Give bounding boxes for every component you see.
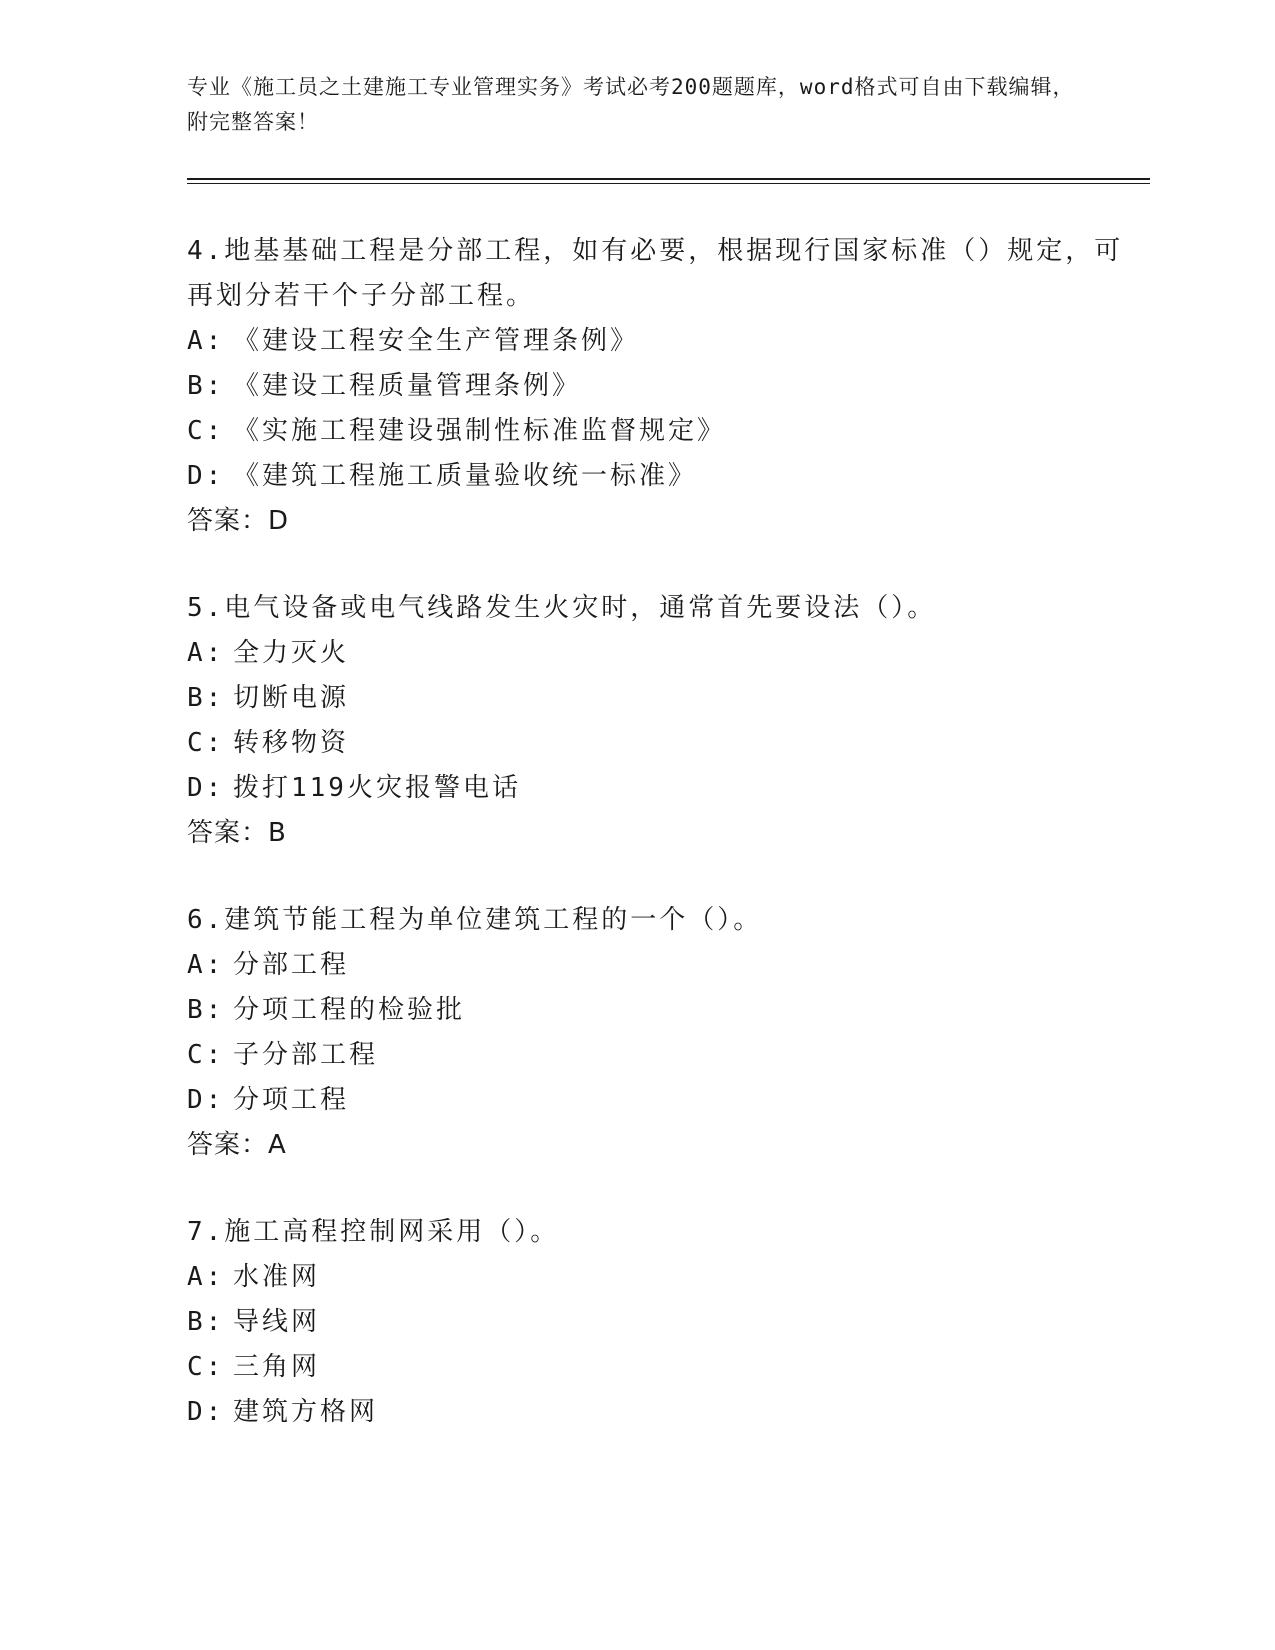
option-letter: D:	[187, 461, 225, 491]
answer-line: 答案：B	[187, 818, 287, 848]
question-stem: 4.地基基础工程是分部工程，如有必要，根据现行国家标准（）规定，可再划分若干个子分部工程。	[187, 236, 1124, 311]
question-stem: 5.电气设备或电气线路发生火灾时，通常首先要设法（）。	[187, 593, 937, 623]
option-letter: C:	[187, 416, 225, 446]
option-c	[187, 409, 1147, 454]
answer-line: 答案：A	[187, 1130, 287, 1160]
option-letter: D:	[187, 1397, 225, 1427]
option-d	[187, 454, 1147, 499]
option-text: 子分部工程	[233, 1040, 379, 1070]
option-a	[187, 1255, 1147, 1300]
option-d	[187, 766, 1147, 811]
header-note: 专业《施工员之土建施工专业管理实务》考试必考200题题库，word格式可自由下载编辑，附完整答案！	[187, 75, 1075, 134]
option-text: 切断电源	[233, 683, 350, 713]
option-b	[187, 988, 1147, 1033]
question-stem: 6.建筑节能工程为单位建筑工程的一个（）。	[187, 905, 763, 935]
option-letter: C:	[187, 1352, 225, 1382]
option-list	[187, 1255, 1147, 1435]
option-letter: C:	[187, 1040, 225, 1070]
option-c	[187, 1033, 1147, 1078]
option-text: 转移物资	[233, 728, 350, 758]
option-text: 全力灭火	[233, 638, 350, 668]
question-4	[187, 229, 1147, 544]
option-text: 三角网	[233, 1352, 321, 1382]
option-d	[187, 1390, 1147, 1435]
option-text: 水准网	[233, 1262, 321, 1292]
answer-line: 答案：D	[187, 506, 290, 536]
option-letter: A:	[187, 1262, 225, 1292]
option-letter: A:	[187, 950, 225, 980]
option-letter: A:	[187, 326, 225, 356]
header-divider	[187, 178, 1150, 184]
option-text: 分项工程	[233, 1085, 350, 1115]
option-list	[187, 943, 1147, 1123]
option-letter: C:	[187, 728, 225, 758]
option-text: 《建筑工程施工质量验收统一标准》	[233, 461, 698, 491]
question-6	[187, 898, 1147, 1168]
option-letter: B:	[187, 371, 225, 401]
option-a	[187, 943, 1147, 988]
option-text: 拨打119火灾报警电话	[233, 773, 521, 803]
option-text: 导线网	[233, 1307, 321, 1337]
document-page	[187, 70, 1147, 1435]
option-text: 建筑方格网	[233, 1397, 379, 1427]
option-letter: B:	[187, 995, 225, 1025]
option-text: 分项工程的检验批	[233, 995, 466, 1025]
option-letter: B:	[187, 683, 225, 713]
option-b	[187, 676, 1147, 721]
option-a	[187, 631, 1147, 676]
option-c	[187, 1345, 1147, 1390]
question-5	[187, 586, 1147, 856]
option-text: 分部工程	[233, 950, 350, 980]
option-c	[187, 721, 1147, 766]
option-letter: A:	[187, 638, 225, 668]
question-7	[187, 1210, 1147, 1435]
option-letter: D:	[187, 773, 225, 803]
option-text: 《建设工程质量管理条例》	[233, 371, 582, 401]
option-text: 《建设工程安全生产管理条例》	[233, 326, 640, 356]
option-list	[187, 319, 1147, 499]
option-letter: B:	[187, 1307, 225, 1337]
option-text: 《实施工程建设强制性标准监督规定》	[233, 416, 727, 446]
option-b	[187, 364, 1147, 409]
option-b	[187, 1300, 1147, 1345]
option-a	[187, 319, 1147, 364]
question-stem: 7.施工高程控制网采用（）。	[187, 1217, 560, 1247]
option-list	[187, 631, 1147, 811]
option-d	[187, 1078, 1147, 1123]
option-letter: D:	[187, 1085, 225, 1115]
